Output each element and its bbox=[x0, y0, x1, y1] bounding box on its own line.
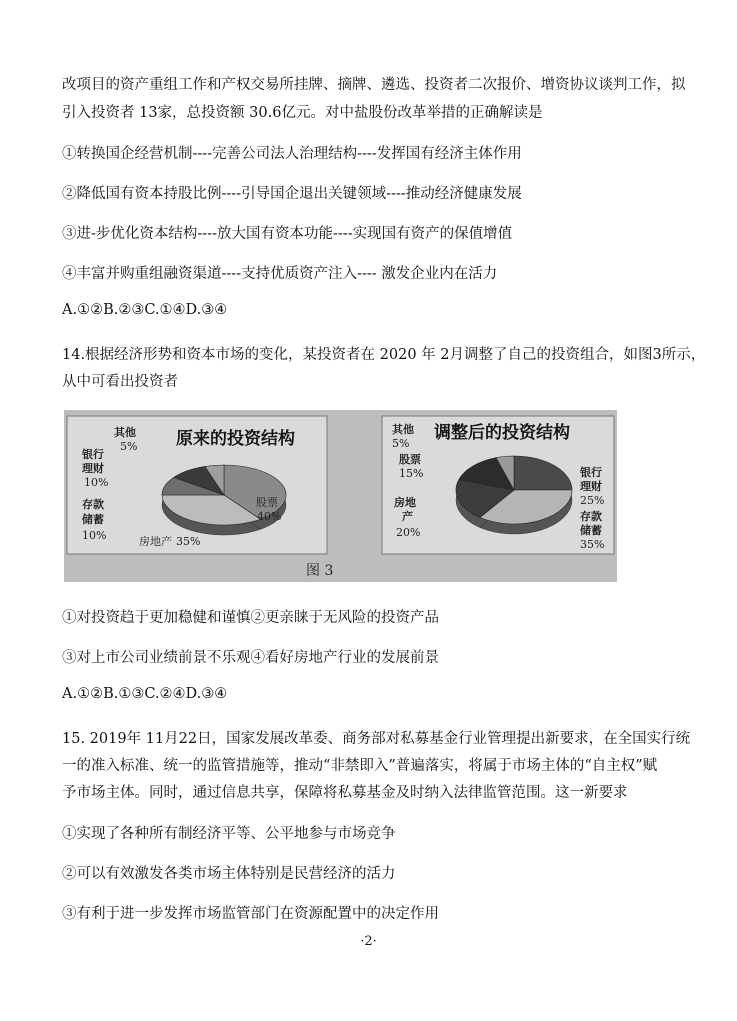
text-line-1: 改项目的资产重组工作和产权交易所挂牌、摘牌、遴选、投资者二次报价、增资协议谈判工作，拟 bbox=[62, 77, 686, 93]
chart-right-title: 调整后的投资结构 bbox=[434, 423, 570, 443]
left-label-licai-pct: 10% bbox=[84, 476, 109, 489]
left-label-yinhang: 银行 bbox=[82, 448, 104, 461]
left-label-fangdichan: 房地产 bbox=[139, 535, 172, 548]
left-label-cunkuan-pct: 10% bbox=[82, 529, 107, 542]
statement-14-a: ①对投资趋于更加稳健和谨慎②更亲睐于无风险的投资产品 bbox=[62, 610, 439, 626]
right-label-gupiao: 股票 bbox=[399, 453, 421, 466]
left-label-chuxu: 储蓄 bbox=[82, 513, 104, 526]
right-label-fangdichan: 房地 bbox=[394, 496, 416, 509]
statement-1: ①转换国企经营机制----完善公司法人治理结构----发挥国有经济主体作用 bbox=[62, 146, 522, 162]
left-label-cunkuan: 存款 bbox=[82, 498, 104, 511]
question-14: 14.根据经济形势和资本市场的变化，某投资者在 2020 年 2月调整了自己的投资组合，如图3所示， bbox=[62, 347, 706, 363]
pie-charts bbox=[64, 410, 617, 582]
right-label-chuxu: 储蓄 bbox=[580, 524, 602, 537]
statement-15-2: ②可以有效激发各类市场主体特别是民营经济的活力 bbox=[62, 866, 396, 882]
statement-15-1: ①实现了各种所有制经济平等、公平地参与市场竞争 bbox=[62, 826, 396, 842]
right-label-yinhang: 银行 bbox=[580, 466, 602, 479]
right-label-fangdichan-pct: 20% bbox=[396, 526, 421, 539]
right-label-chan: 产 bbox=[402, 510, 413, 523]
question-15-cont-2: 予市场主体。同时，通过信息共享，保障将私募基金及时纳入法律监管范围。这一新要求 bbox=[62, 785, 628, 801]
right-label-licai: 理财 bbox=[580, 480, 602, 493]
answer-options-14: A.①②B.①③C.②④D.③④ bbox=[62, 686, 228, 702]
statement-4: ④丰富并购重组融资渠道----支持优质资产注入---- 激发企业内在活力 bbox=[62, 266, 498, 282]
left-label-qita-pct: 5% bbox=[120, 440, 138, 453]
left-label-gupiao: 股票 bbox=[256, 496, 278, 509]
pie-right bbox=[456, 456, 572, 534]
text-line-2: 引入投资者 13家，总投资额 30.6亿元。对中盐股份改革举措的正确解读是 bbox=[62, 105, 543, 121]
right-label-cunkuan: 存款 bbox=[580, 510, 602, 523]
statement-2: ②降低国有资本持股比例----引导国企退出关键领域----推动经济健康发展 bbox=[62, 186, 522, 202]
left-label-gupiao-pct: 40% bbox=[257, 510, 282, 523]
right-label-qita: 其他 bbox=[392, 423, 414, 436]
statement-3: ③进-步优化资本结构----放大国有资本功能----实现国有资产的保值增值 bbox=[62, 226, 513, 242]
question-15: 15. 2019年 11月22日，国家发展改革委、商务部对私募基金行业管理提出新要求，在全国实行统 bbox=[62, 731, 691, 747]
left-label-licai: 理财 bbox=[82, 462, 104, 475]
page-number: ·2· bbox=[360, 934, 377, 949]
statement-14-b: ③对上市公司业绩前景不乐观④看好房地产行业的发展前景 bbox=[62, 650, 439, 666]
right-label-yinhang-pct: 25% bbox=[580, 494, 605, 507]
left-label-fangdichan-pct: 35% bbox=[176, 535, 201, 548]
figure-3 bbox=[64, 410, 617, 582]
right-label-cunkuan-pct: 35% bbox=[580, 538, 605, 551]
right-label-gupiao-pct: 15% bbox=[399, 467, 424, 480]
answer-options-13: A.①②B.②③C.①④D.③④ bbox=[62, 302, 228, 318]
figure-label: 图 3 bbox=[306, 563, 334, 579]
question-14-cont: 从中可看出投资者 bbox=[62, 374, 178, 390]
question-15-cont-1: 一的准入标准、统一的监管措施等，推动“非禁即入”普遍落实，将属于市场主体的“自主权”赋 bbox=[62, 758, 658, 774]
chart-left-title: 原来的投资结构 bbox=[176, 429, 295, 449]
right-label-qita-pct: 5% bbox=[392, 437, 410, 450]
left-label-qita: 其他 bbox=[114, 426, 136, 439]
statement-15-3: ③有利于进一步发挥市场监管部门在资源配置中的决定作用 bbox=[62, 906, 439, 922]
